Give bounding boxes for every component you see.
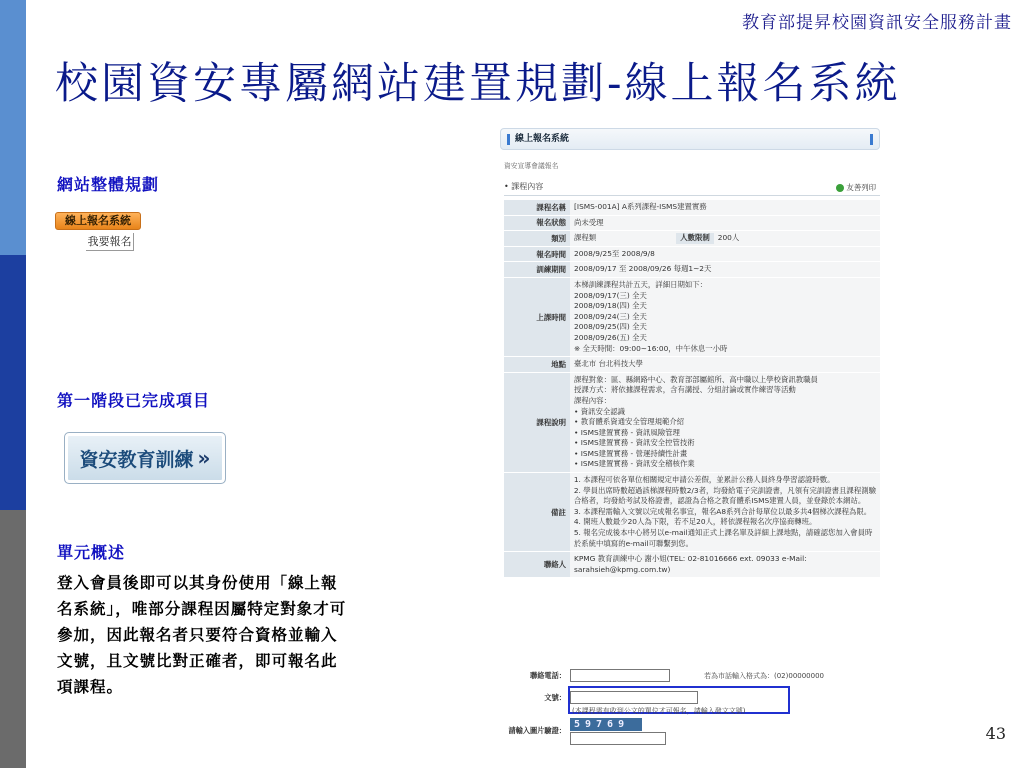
row-value-line: ※ 全天時間：09:00~16:00，中午休息一小時 [574,343,728,353]
row-value [570,278,880,356]
row-value-line: 2008/09/17(三) 全天 [574,290,647,300]
bar-segment-gray [0,510,26,768]
course-content-header: • 課程內容 [504,180,880,196]
row-value-line: 2008/09/26(五) 全天 [574,332,647,342]
row-label: 訓練期間 [504,262,570,277]
table-row [504,552,880,578]
screenshot-title-bar: 線上報名系統 [500,128,880,150]
screenshot-breadcrumb: 資安宣導會議報名 [504,162,559,170]
row-value-line: • 資訊安全認識 [574,406,626,416]
row-value-line [574,233,876,244]
row-value [570,552,880,577]
captcha-input[interactable] [570,732,666,745]
row-value-line: 2008/09/25(四) 全天 [574,322,647,332]
row-value-line: • ISMS建置實務 - 資訊風險管理 [574,427,680,437]
row-label: 聯絡人 [504,552,570,577]
row-label: 報名時間 [504,247,570,262]
row-value [570,473,880,551]
doc-number-label: 文號： [544,693,566,702]
row-value [570,262,880,277]
row-value-line: 於系統中填寫的e-mail可聯繫到您。 [573,538,693,548]
captcha-label: 請輸入圖片驗證： [508,726,566,735]
section-overview: 單元概述 [57,543,126,562]
doc-number-row [504,690,880,715]
overview-description: 登入會員後即可以其身份使用「線上報名系統」，唯部分課程因屬特定對象才可參加，因此報名者只要符合資格並輸入文號，且文號比對正確者，即可報名此項課程。 [57,573,347,696]
bar-segment-light-blue [0,0,26,255]
row-value-line: • ISMS建置實務 - 營運持續性計畫 [574,448,688,458]
row-value-line: 課程內容： [574,395,611,405]
course-detail-table [504,200,880,578]
bar-segment-dark-blue [0,255,26,510]
row-value-line: 4. 開班人數最少20人為下限，若不足20人，將依課程報名次序協商轉班。 [573,517,817,527]
doc-number-hint: (本課程需有收到公文的單位才可報名，請輸入發文文號) [572,707,746,715]
row-value-line: 1. 本課程可依各單位相關規定申請公差假，並累計公務人員終身學習認證時數。 [573,475,835,485]
page-number: 43 [985,724,1006,743]
row-value-line: 2008/09/24(三) 全天 [574,311,647,321]
captcha-image: 59769 [570,718,642,731]
phone-hint: 若為市話輸入格式為：(02)00000000 [704,672,824,680]
table-row [504,200,880,216]
organization-header: 教育部提昇校園資訊安全服務計畫 [742,13,1012,33]
print-icon [836,184,844,192]
row-label: 類別 [504,231,570,246]
row-value-line: 2008/09/17 至 2008/09/26 每週1~2天 [574,264,712,274]
doc-number-input[interactable] [570,691,698,704]
row-value-line: KPMG 教育訓練中心 謝小姐(TEL: 02-81016666 ext. 09033 e-Mail: [574,554,807,564]
row-value-line: 合格者，均發給考試及格證書，認證為合格之教育體系ISMS建置人員，並登錄於本網站。 [573,496,866,506]
row-value-line: sarahsieh@kpmg.com.tw) [574,564,671,574]
row-value-line: 課程對象：區、縣網路中心、教育部部屬館所、高中職以上學校資訊教職員 [574,374,818,384]
row-value [570,200,880,215]
phone-label: 聯絡電話： [530,671,566,680]
table-row [504,373,880,473]
friendly-print-link[interactable] [836,181,876,195]
row-label: 上課時間 [504,278,570,356]
row-label: 課程說明 [504,373,570,472]
row-value-line: 尚未受理 [574,217,604,227]
row-value-line: • 教育體系資通安全管理規範介紹 [574,417,685,427]
row-value [570,231,880,246]
table-row [504,473,880,552]
section-stage1-completed: 第一階段已完成項目 [57,391,211,410]
row-value-line: • ISMS建置實務 - 資訊安全稽核作業 [574,459,695,469]
registration-system-screenshot [500,128,884,768]
row-value-line: 臺北市 台北科技大學 [574,359,643,369]
row-value-line: [ISMS-001A] A系列課程-ISMS建置實務 [574,202,707,211]
table-row [504,278,880,357]
table-row [504,247,880,263]
row-value [570,357,880,372]
row-label: 報名狀態 [504,216,570,231]
row-label: 課程名稱 [504,200,570,215]
menu-item-register[interactable]: 我要報名 [86,233,134,251]
row-value-text: 課程類 [574,233,597,243]
security-education-label: 資安教育訓練 [79,448,194,471]
row-value-line: 本梯訓練課程共計五天，詳細日期如下： [574,279,708,289]
row-value-line: 2. 學員出席時數超過該梯課程時數2/3者，均發給電子完訓證書，凡領有完訓證書且課程測驗 [573,485,876,495]
row-label: 地點 [504,357,570,372]
row-value-line: 2008/09/18(四) 全天 [574,301,647,311]
row-value [570,247,880,262]
left-decorative-bar [0,0,26,768]
phone-row [504,668,880,688]
friendly-print-label: 友善列印 [846,183,876,192]
double-chevron-right-icon: » [197,446,211,470]
row-value-line: 5. 報名完成後本中心將另以e-mail通知正式上課名單及詳細上課地點，請確認您加入會員時 [573,528,873,538]
capacity-label: 人數限制 [676,233,714,244]
capacity-value: 200人 [717,233,740,243]
row-value [570,373,880,472]
table-row [504,262,880,278]
row-value [570,216,880,231]
row-value-line: 3. 本課程需輸入文號以完成報名事宜，報名A8系列合計每單位以最多共4個梯次課程為限。 [573,506,872,516]
table-row [504,357,880,373]
table-row [504,216,880,232]
row-label: 備註 [504,473,570,551]
section-site-plan: 網站整體規劃 [57,175,160,194]
menu-tab-online-registration[interactable]: 線上報名系統 [55,212,141,230]
row-value-line: 2008/9/25至 2008/9/8 [574,248,655,258]
captcha-row [504,718,880,738]
table-row [504,231,880,247]
row-value-line: 授課方式：將依據課程需求，含有講授、分組討論或實作練習等活動 [574,385,796,395]
phone-input[interactable] [570,669,670,682]
slide-title: 校園資安專屬網站建置規劃-線上報名系統 [55,59,901,109]
security-education-button[interactable] [64,432,226,484]
row-value-line: • ISMS建置實務 - 資訊安全控管技術 [574,438,695,448]
